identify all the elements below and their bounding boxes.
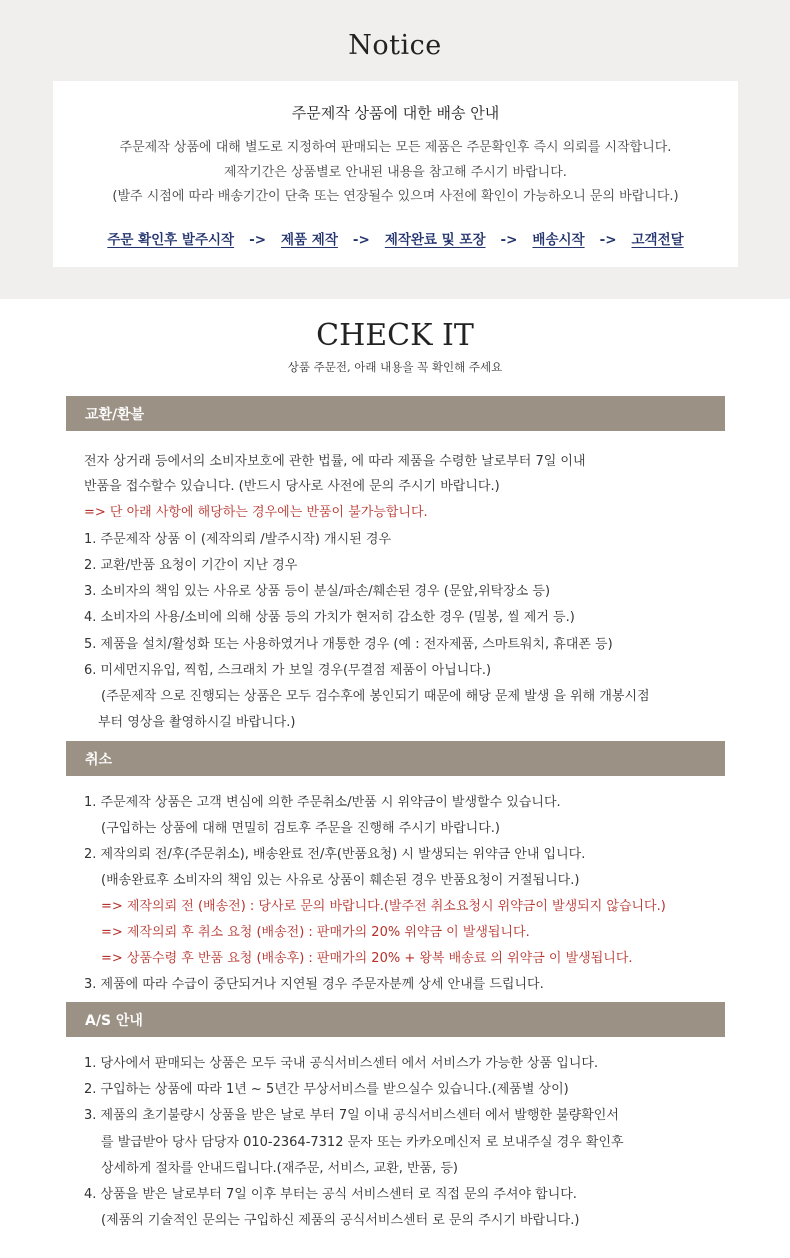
notice-box [53, 81, 738, 267]
arrow-icon: -> [249, 232, 267, 248]
process-step-delivery: 고객전달 [631, 232, 684, 248]
process-step-packing: 제작완료 및 포장 [384, 232, 486, 248]
process-step-order: 주문 확인후 발주시작 [107, 232, 235, 248]
cancel-line: (배송완료후 소비자의 책임 있는 사유로 상품이 훼손된 경우 반품요청이 거절됩니다.) [101, 873, 580, 888]
cancel-warning: => 상품수령 후 반품 요청 (배송후) : 판매가의 20% + 왕복 배송료 의 위약금 이 발생됩니다. [101, 951, 633, 966]
as-line: (제품의 기술적인 문의는 구입하신 제품의 공식서비스센터 로 문의 주시기 바랍니다.) [101, 1213, 580, 1228]
section-title: A/S 안내 [85, 1013, 143, 1029]
notice-line: 주문제작 상품에 대해 별도로 지정하여 판매되는 모든 제품은 주문확인후 즉시 의뢰를 시작합니다. [119, 140, 672, 155]
exchange-line: 2. 교환/반품 요청이 기간이 지난 경우 [84, 558, 298, 573]
as-line: 3. 제품의 초기불량시 상품을 받은 날로 부터 7일 이내 공식서비스센터 에서 발행한 불량확인서 [84, 1108, 619, 1123]
section-title: 교환/환불 [85, 407, 145, 423]
arrow-icon: -> [500, 232, 518, 248]
notice-heading: 주문제작 상품에 대한 배송 안내 [291, 104, 500, 122]
cancel-line: 2. 제작의뢰 전/후(주문취소), 배송완료 전/후(반품요청) 시 발생되는 위약금 안내 입니다. [84, 847, 586, 862]
cancel-warning: => 제작의뢰 후 취소 요청 (배송전) : 판매가의 20% 위약금 이 발생됩니다. [101, 925, 530, 940]
exchange-line: 6. 미세먼지유입, 찍힘, 스크래치 가 보일 경우(무결점 제품이 아닙니다.) [84, 663, 492, 678]
as-line: 1. 당사에서 판매되는 상품은 모두 국내 공식서비스센터 에서 서비스가 가능한 상품 입니다. [84, 1056, 599, 1071]
section-bar-exchange [66, 396, 725, 431]
process-step-shipping: 배송시작 [532, 232, 585, 248]
section-title: 취소 [85, 752, 113, 768]
exchange-line: 반품을 접수할수 있습니다. (반드시 당사로 사전에 문의 주시기 바랍니다.) [84, 479, 500, 494]
section-bar-as [66, 1002, 725, 1037]
as-line: 2. 구입하는 상품에 따라 1년 ~ 5년간 무상서비스를 받으실수 있습니다.(제품별 상이) [84, 1082, 569, 1097]
arrow-icon: -> [352, 232, 370, 248]
cancel-line: 3. 제품에 따라 수급이 중단되거나 지연될 경우 주문자분께 상세 안내를 드립니다. [84, 977, 544, 992]
exchange-line: 5. 제품을 설치/활성화 또는 사용하였거나 개통한 경우 (예 : 전자제품, 스마트워치, 휴대폰 등) [84, 637, 613, 652]
as-line: 를 발급받아 당사 담당자 010-2364-7312 문자 또는 카카오메신저 로 보내주실 경우 확인후 [101, 1135, 624, 1150]
arrow-icon: -> [599, 232, 617, 248]
exchange-line: 4. 소비자의 사용/소비에 의해 상품 등의 가치가 현저히 감소한 경우 (밀봉, 씰 제거 등.) [84, 610, 575, 625]
process-step-production: 제품 제작 [281, 232, 338, 248]
cancel-line: 1. 주문제작 상품은 고객 변심에 의한 주문취소/반품 시 위약금이 발생할수 있습니다. [84, 795, 561, 810]
check-title: CHECK IT [316, 318, 474, 353]
exchange-warning: => 단 아래 사항에 해당하는 경우에는 반품이 불가능합니다. [84, 505, 428, 520]
exchange-line: 부터 영상을 촬영하시길 바랍니다.) [98, 715, 296, 730]
as-line: 상세하게 절차를 안내드립니다.(재주문, 서비스, 교환, 반품, 등) [101, 1161, 458, 1176]
check-subtitle: 상품 주문전, 아래 내용을 꼭 확인해 주세요 [287, 360, 503, 374]
notice-line: 제작기간은 상품별로 안내된 내용을 참고해 주시기 바랍니다. [224, 165, 567, 180]
notice-line: (발주 시점에 따라 배송기간이 단축 또는 연장될수 있으며 사전에 확인이 가능하오니 문의 바랍니다.) [112, 189, 679, 204]
exchange-line: 전자 상거래 등에서의 소비자보호에 관한 법률, 에 따라 제품을 수령한 날로부터 7일 이내 [84, 454, 586, 469]
cancel-warning: => 제작의뢰 전 (배송전) : 당사로 문의 바랍니다.(발주전 취소요청시 위약금이 발생되지 않습니다.) [101, 899, 666, 914]
section-bar-cancel [66, 741, 725, 776]
as-line: 4. 상품을 받은 날로부터 7일 이후 부터는 공식 서비스센터 로 직접 문의 주셔야 합니다. [84, 1187, 577, 1202]
exchange-line: 1. 주문제작 상품 이 (제작의뢰 /발주시작) 개시된 경우 [84, 532, 392, 547]
notice-section [0, 0, 790, 299]
process-flow [53, 228, 738, 248]
notice-title: Notice [348, 30, 442, 61]
exchange-line: (주문제작 으로 진행되는 상품은 모두 검수후에 봉인되기 때문에 해당 문제 발생 을 위해 개봉시점 [101, 689, 650, 704]
exchange-line: 3. 소비자의 책임 있는 사유로 상품 등이 분실/파손/훼손된 경우 (문앞,위탁장소 등) [84, 584, 551, 599]
cancel-line: (구입하는 상품에 대해 면밀히 검토후 주문을 진행해 주시기 바랍니다.) [101, 821, 500, 836]
